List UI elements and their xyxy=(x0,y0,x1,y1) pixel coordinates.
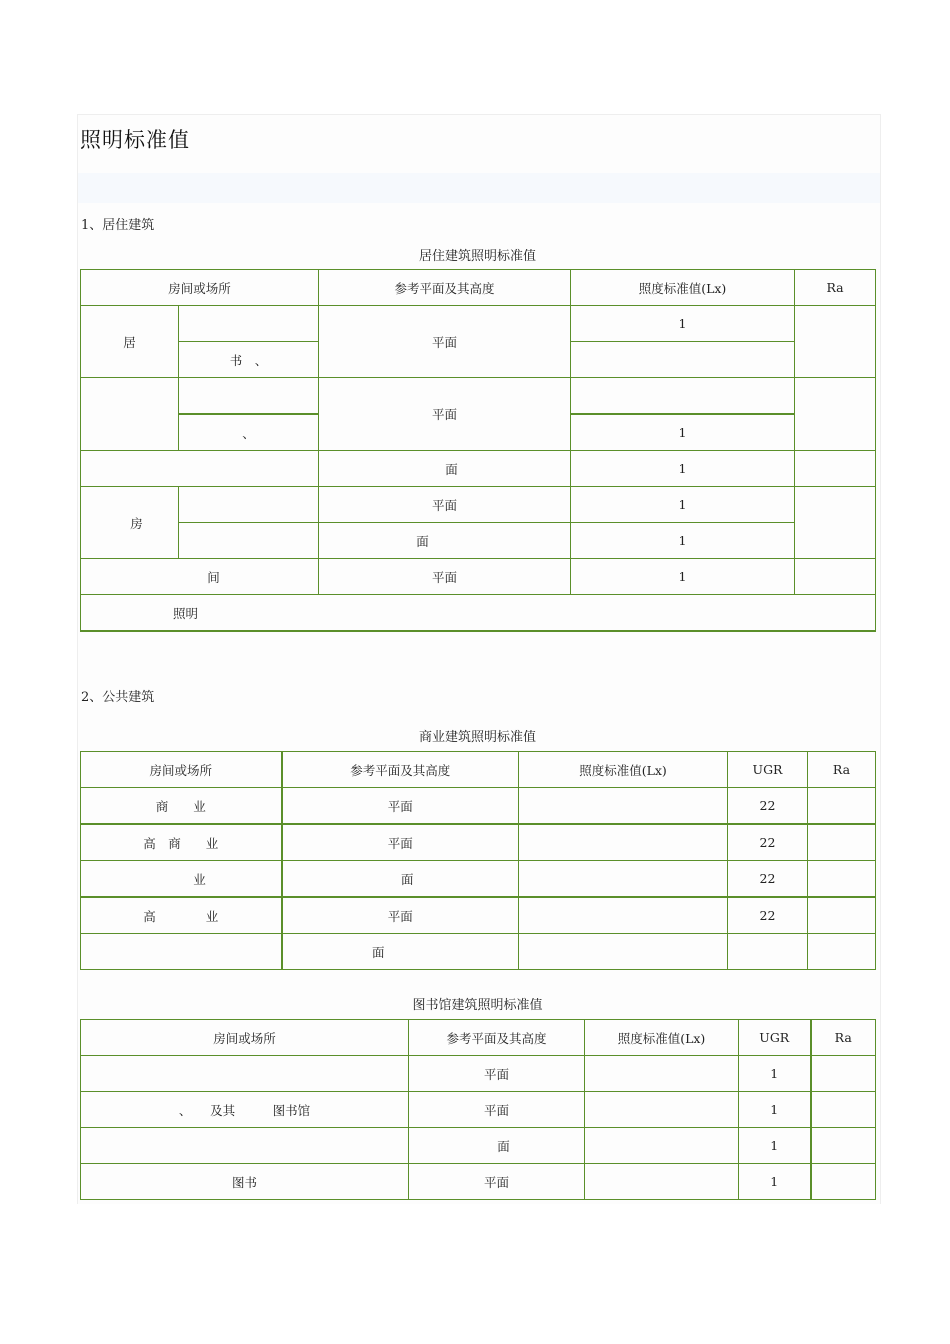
library-lighting-table xyxy=(80,1019,876,1200)
table-row xyxy=(81,1128,876,1164)
cell-room: 高 商 业 xyxy=(81,824,282,861)
cell-room: 、 及其 图书馆 xyxy=(81,1092,409,1128)
header-reference-plane: 参考平面及其高度 xyxy=(409,1020,585,1056)
header-room: 房间或场所 xyxy=(81,752,282,788)
header-room: 房间或场所 xyxy=(81,270,319,306)
table-row xyxy=(81,559,876,595)
section-heading-residential: 1、居住建筑 xyxy=(81,218,155,233)
cell-room-sub xyxy=(179,487,319,523)
cell-room-sub xyxy=(179,306,319,342)
section-heading-public: 2、公共建筑 xyxy=(81,690,155,705)
cell-ra xyxy=(795,451,876,487)
cell-room: 商 业 xyxy=(81,788,282,825)
table-row xyxy=(81,378,876,415)
cell-plane: 平面 xyxy=(409,1164,585,1200)
cell-illuminance xyxy=(519,824,728,861)
cell-ra xyxy=(795,487,876,559)
cell-room-sub: 、 xyxy=(179,414,319,451)
table-header-row xyxy=(81,270,876,306)
header-ra: Ra xyxy=(808,752,876,788)
cell-illuminance xyxy=(585,1056,739,1092)
cell-plane: 面 xyxy=(319,451,571,487)
cell-ra xyxy=(795,559,876,595)
cell-ra xyxy=(811,1056,876,1092)
residential-lighting-table xyxy=(80,269,876,632)
header-reference-plane: 参考平面及其高度 xyxy=(319,270,571,306)
cell-illuminance xyxy=(585,1164,739,1200)
cell-ugr: 22 xyxy=(728,897,808,934)
cell-ra xyxy=(808,861,876,898)
cell-ra xyxy=(795,378,876,451)
header-reference-plane: 参考平面及其高度 xyxy=(282,752,519,788)
header-ra: Ra xyxy=(795,270,876,306)
cell-note: 照明 xyxy=(81,595,876,632)
table-row xyxy=(81,1092,876,1128)
cell-ugr: 1 xyxy=(739,1164,811,1200)
cell-plane: 平面 xyxy=(319,306,571,378)
header-ra: Ra xyxy=(811,1020,876,1056)
page-title: 照明标准值 xyxy=(80,128,190,152)
cell-room-group xyxy=(81,378,179,451)
cell-plane: 平面 xyxy=(319,487,571,523)
header-illuminance: 照度标准值(Lx) xyxy=(571,270,795,306)
table-row xyxy=(81,1164,876,1200)
cell-room: 高 业 xyxy=(81,897,282,934)
cell-plane: 平面 xyxy=(409,1092,585,1128)
cell-plane: 面 xyxy=(409,1128,585,1164)
cell-room-sub xyxy=(179,523,319,559)
cell-illuminance xyxy=(585,1128,739,1164)
cell-plane: 平面 xyxy=(282,788,519,825)
table-header-row xyxy=(81,1020,876,1056)
table-header-row xyxy=(81,752,876,788)
cell-illuminance xyxy=(571,378,795,415)
header-ugr: UGR xyxy=(739,1020,811,1056)
cell-room: 间 xyxy=(81,559,319,595)
commercial-lighting-table xyxy=(80,751,876,970)
cell-ugr xyxy=(728,934,808,970)
cell-ra xyxy=(795,306,876,378)
table-row xyxy=(81,934,876,970)
table-caption-residential: 居住建筑照明标准值 xyxy=(418,249,536,264)
cell-room xyxy=(81,1056,409,1092)
cell-room xyxy=(81,934,282,970)
cell-ugr: 22 xyxy=(728,861,808,898)
cell-ra xyxy=(811,1092,876,1128)
cell-illuminance xyxy=(585,1092,739,1128)
table-caption-commercial: 商业建筑照明标准值 xyxy=(418,730,536,745)
table-row xyxy=(81,487,876,523)
header-illuminance: 照度标准值(Lx) xyxy=(585,1020,739,1056)
table-row xyxy=(81,306,876,342)
title-band xyxy=(78,173,880,203)
cell-plane: 平面 xyxy=(282,824,519,861)
table-row xyxy=(81,788,876,825)
cell-illuminance: 1 xyxy=(571,306,795,342)
cell-ra xyxy=(811,1128,876,1164)
cell-room-sub xyxy=(179,378,319,415)
table-row xyxy=(81,451,876,487)
cell-room xyxy=(81,451,319,487)
header-illuminance: 照度标准值(Lx) xyxy=(519,752,728,788)
cell-illuminance: 1 xyxy=(571,414,795,451)
cell-illuminance xyxy=(519,788,728,825)
cell-ra xyxy=(808,824,876,861)
cell-ugr: 22 xyxy=(728,788,808,825)
cell-plane: 面 xyxy=(282,934,519,970)
cell-room: 业 xyxy=(81,861,282,898)
cell-plane: 面 xyxy=(282,861,519,898)
table-row xyxy=(81,523,876,559)
header-ugr: UGR xyxy=(728,752,808,788)
cell-plane: 面 xyxy=(319,523,571,559)
cell-ugr: 1 xyxy=(739,1056,811,1092)
cell-room-sub: 书 、 xyxy=(179,342,319,378)
cell-illuminance: 1 xyxy=(571,451,795,487)
cell-room-group: 房 xyxy=(81,487,179,559)
cell-illuminance xyxy=(519,897,728,934)
cell-illuminance: 1 xyxy=(571,487,795,523)
cell-room-group: 居 xyxy=(81,306,179,378)
table-row xyxy=(81,1056,876,1092)
cell-ra xyxy=(808,934,876,970)
cell-ra xyxy=(808,897,876,934)
cell-plane: 平面 xyxy=(282,897,519,934)
cell-ugr: 22 xyxy=(728,824,808,861)
cell-plane: 平面 xyxy=(409,1056,585,1092)
cell-room: 图书 xyxy=(81,1164,409,1200)
table-row xyxy=(81,897,876,934)
cell-ra xyxy=(811,1164,876,1200)
cell-room xyxy=(81,1128,409,1164)
cell-ugr: 1 xyxy=(739,1092,811,1128)
cell-plane: 平面 xyxy=(319,559,571,595)
table-row xyxy=(81,595,876,632)
cell-ra xyxy=(808,788,876,825)
cell-illuminance xyxy=(519,861,728,898)
table-caption-library: 图书馆建筑照明标准值 xyxy=(412,998,543,1013)
table-row xyxy=(81,861,876,898)
cell-illuminance xyxy=(519,934,728,970)
header-room: 房间或场所 xyxy=(81,1020,409,1056)
cell-ugr: 1 xyxy=(739,1128,811,1164)
cell-plane: 平面 xyxy=(319,378,571,451)
cell-illuminance xyxy=(571,342,795,378)
cell-illuminance: 1 xyxy=(571,559,795,595)
table-row xyxy=(81,824,876,861)
cell-illuminance: 1 xyxy=(571,523,795,559)
